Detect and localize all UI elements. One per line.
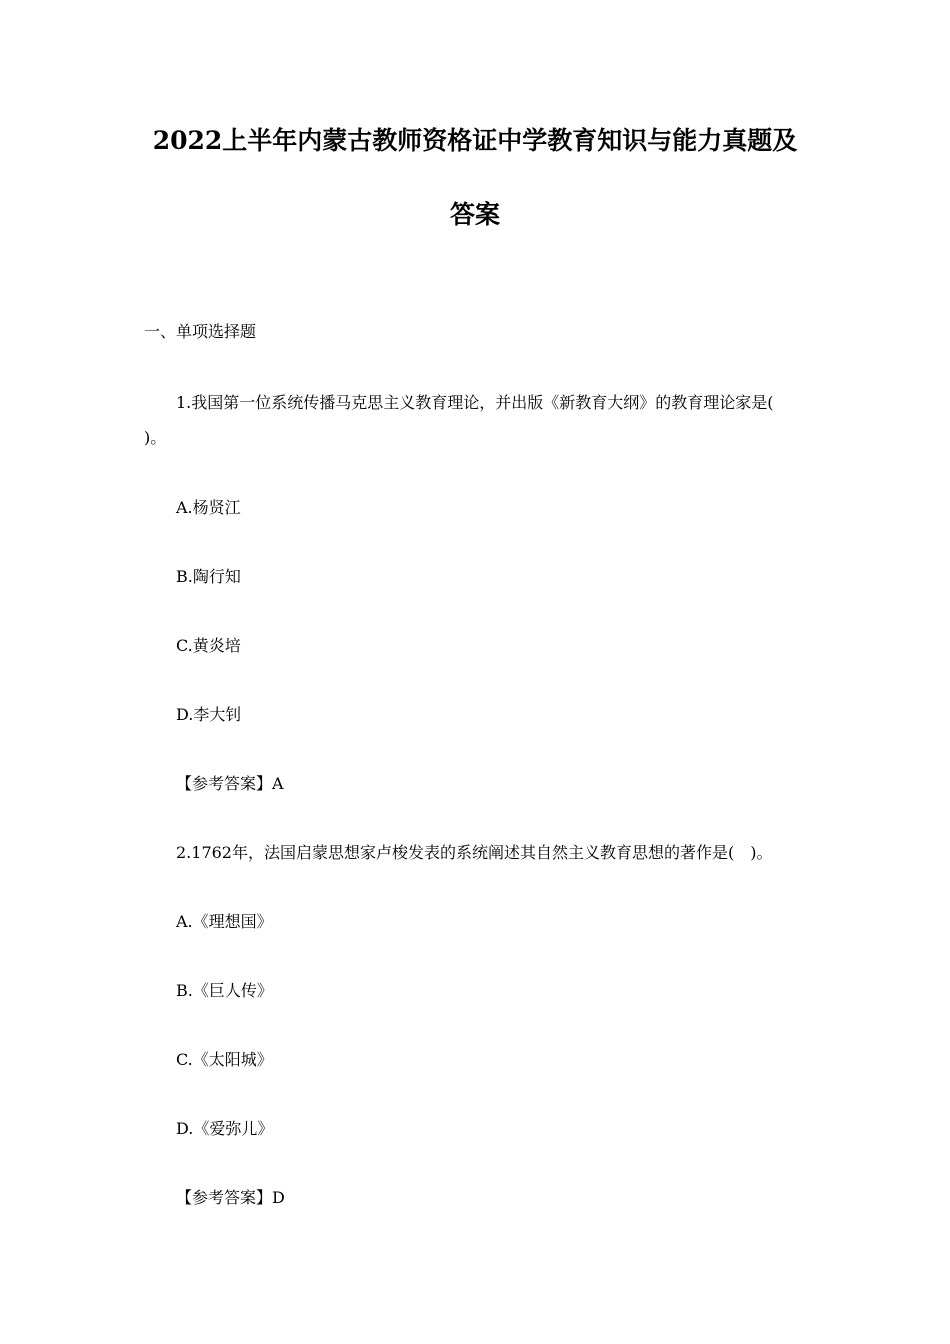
question-2-stem: 2.1762年，法国启蒙思想家卢梭发表的系统阐述其自然主义教育思想的著作是( )。 (176, 843, 773, 862)
question-1-option-d: D.李大钊 (176, 705, 242, 724)
question-1-stem-line-1: 1.我国第一位系统传播马克思主义教育理论，并出版《新教育大纲》的教育理论家是( (176, 393, 774, 412)
question-1-option-c: C.黄炎培 (176, 636, 241, 655)
question-2-option-c: C.《太阳城》 (176, 1050, 273, 1069)
document-title-line-2: 答案 (449, 200, 500, 229)
question-1-stem-line-2: )。 (144, 428, 167, 447)
document-title-line-1: 2022上半年内蒙古教师资格证中学教育知识与能力真题及 (152, 126, 798, 155)
question-2-option-d: D.《爱弥儿》 (176, 1119, 274, 1138)
question-1-answer: 【参考答案】A (176, 774, 284, 793)
question-1-option-a: A.杨贤江 (176, 498, 241, 517)
question-1-option-b: B.陶行知 (176, 567, 241, 586)
question-2-option-a: A.《理想国》 (176, 912, 273, 931)
question-2-option-b: B.《巨人传》 (176, 981, 273, 1000)
question-2-answer: 【参考答案】D (176, 1188, 285, 1207)
section-heading: 一、单项选择题 (144, 322, 257, 341)
